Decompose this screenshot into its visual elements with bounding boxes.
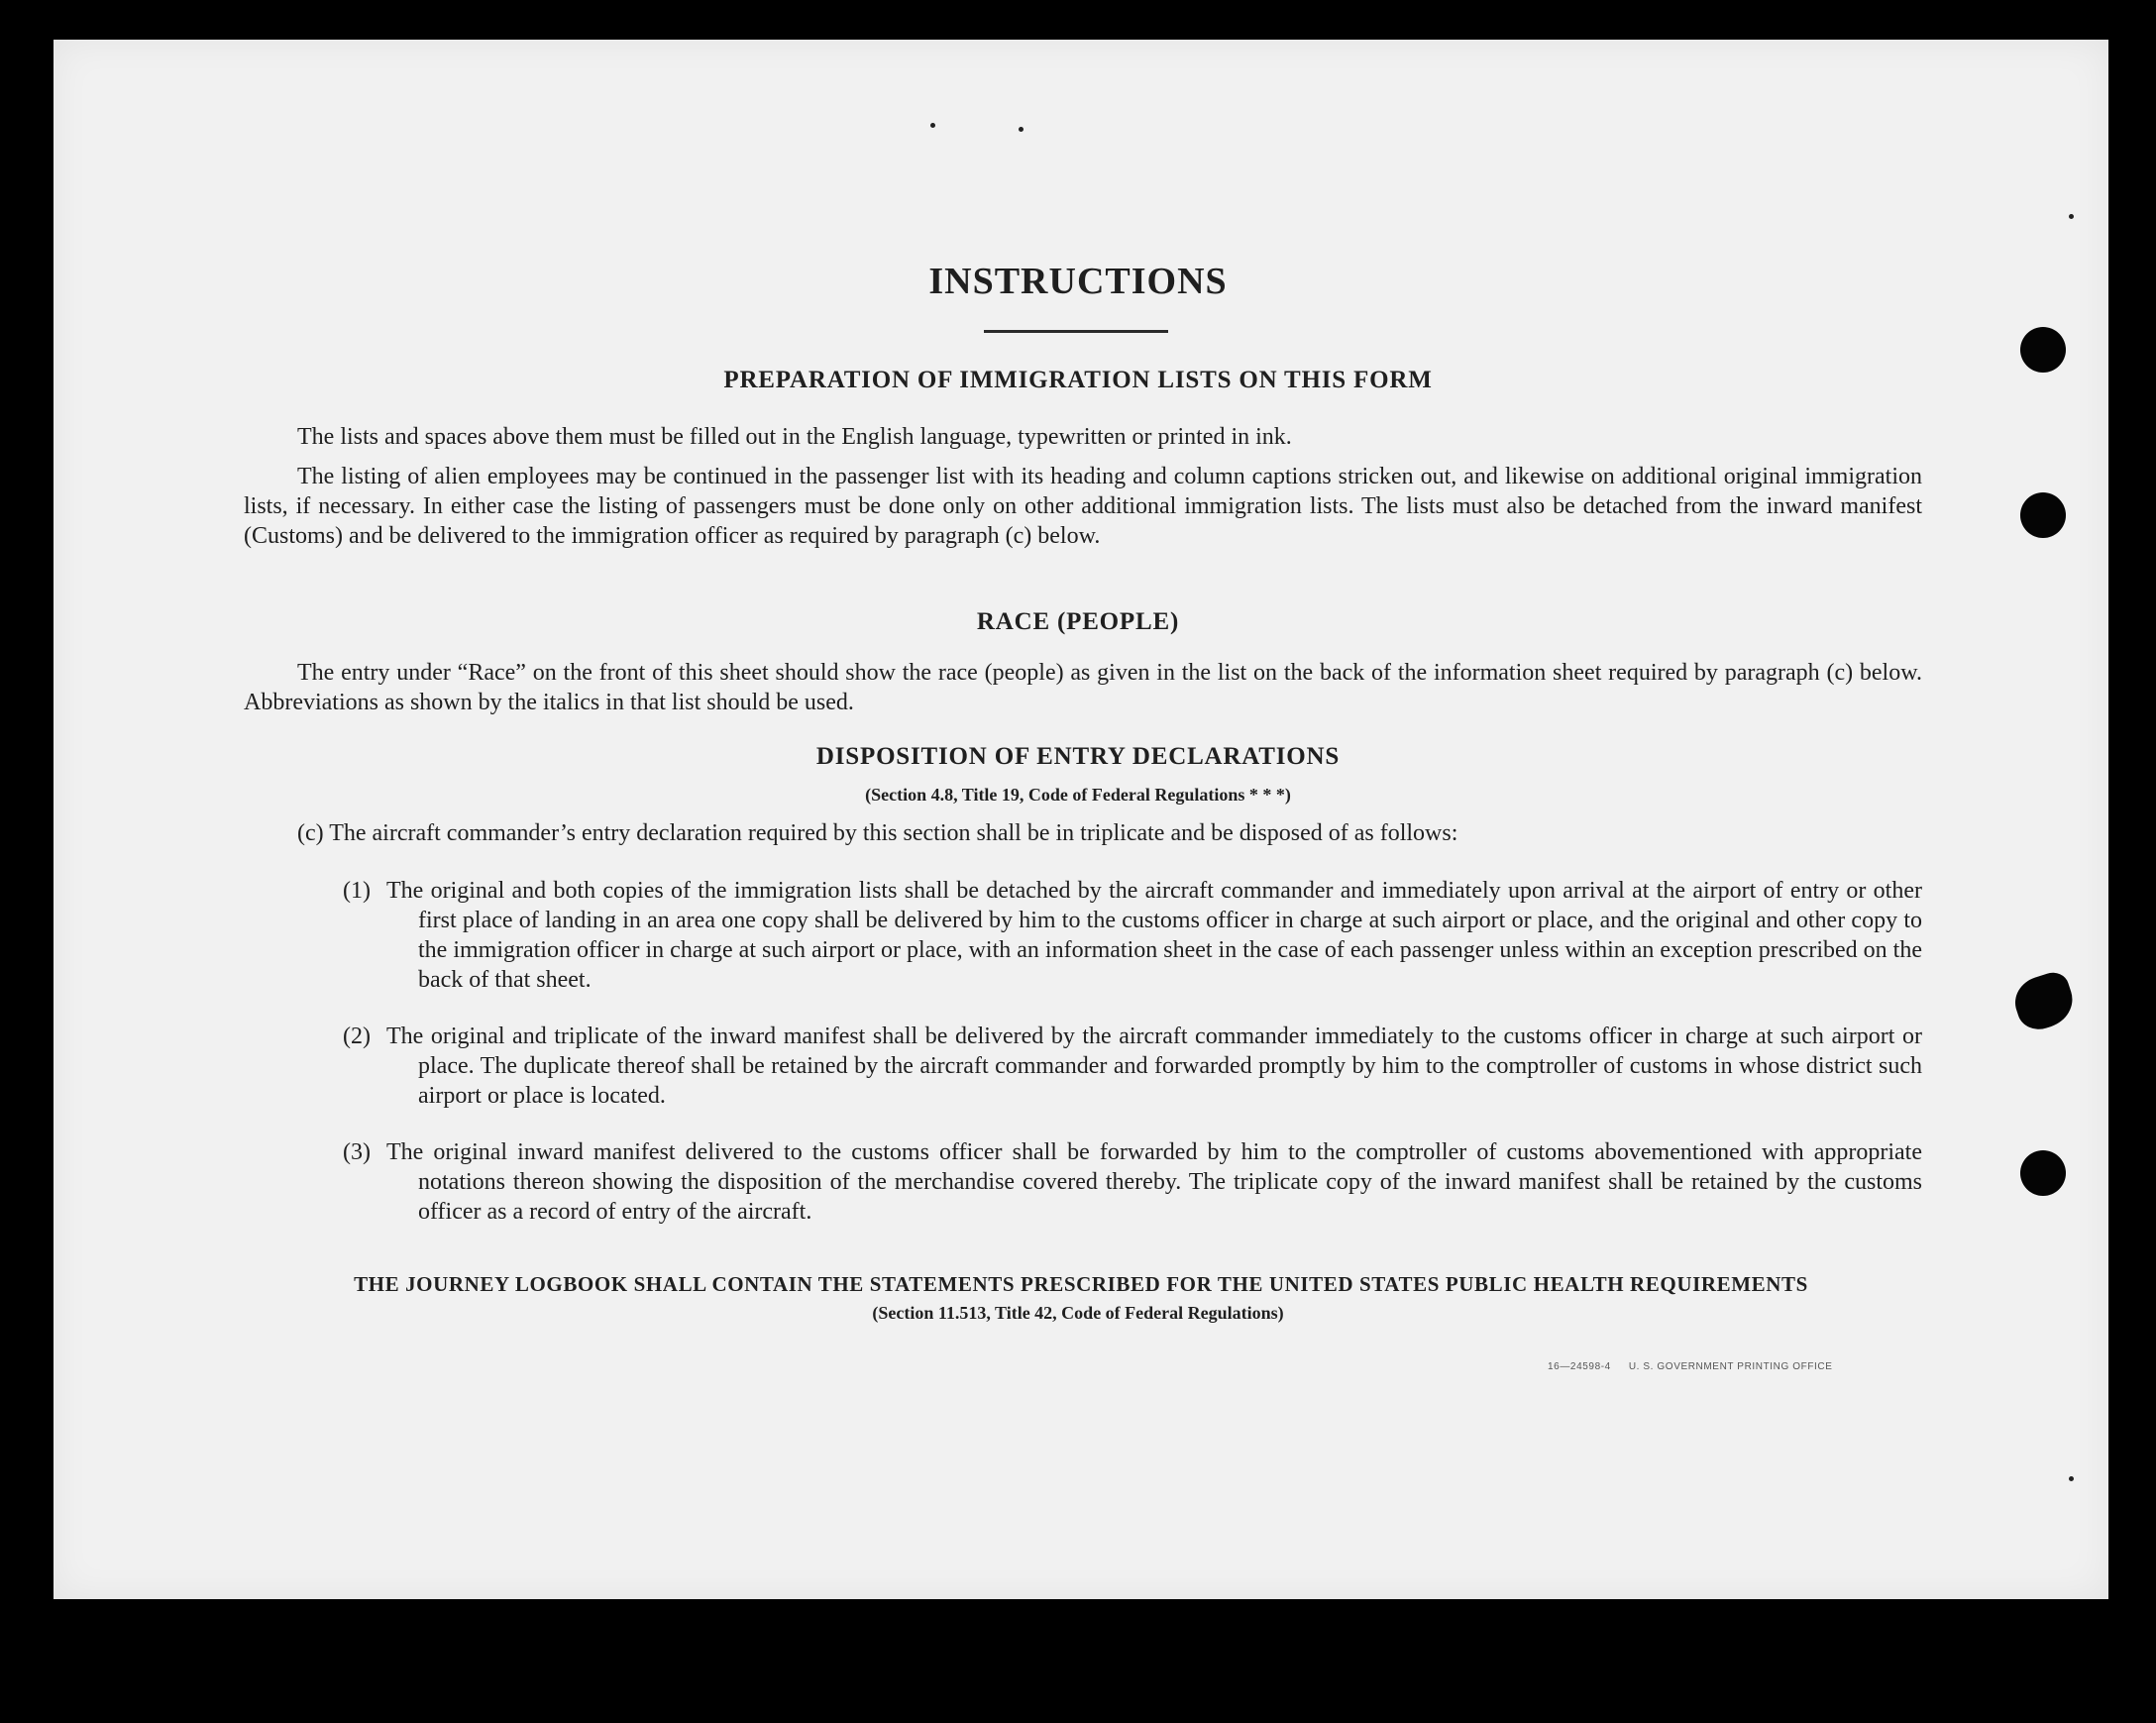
disposition-item (343, 876, 1922, 995)
disposition-item (343, 1022, 1922, 1111)
item-number: (1) (343, 878, 371, 904)
punch-hole-3 (2020, 1150, 2066, 1196)
section-heading-disposition: DISPOSITION OF ENTRY DECLARATIONS (815, 743, 1341, 770)
title-underline (984, 330, 1168, 333)
section-heading-preparation: PREPARATION OF IMMIGRATION LISTS ON THIS FORM (723, 367, 1433, 393)
item-text: The original inward manifest delivered to the customs officer shall be forwarded by him to the comptroller of customs abovementioned with appropriate notations thereon showing the disposition of the merchandise covered thereby. The triplicate copy of the inward manifest shall be retained by the customs officer as a record of entry of the aircraft. (386, 1139, 1922, 1225)
preparation-paragraph-2: The listing of alien employees may be continued in the passenger list with its heading and column captions stricken out, and likewise on additional original immigration lists, if necessary. In either case the listing of passengers must be done only on other additional immigration lists. The lists must also be detached from the inward manifest (Customs) and be delivered to the immigration officer as required by paragraph (c) below. (244, 464, 1922, 549)
item-number: (2) (343, 1023, 371, 1049)
item-text: The original and both copies of the immigration lists shall be detached by the aircraft commander and immediately upon arrival at the airport of entry or other first place of landing in an area one copy shall be delivered by him to the customs officer in charge at such airport or place, and the original and other copy to the immigration officer in charge at such airport or place, with an information sheet in the case of each passenger unless within an exception prescribed on the back of that sheet. (386, 878, 1922, 993)
health-citation: (Section 11.513, Title 42, Code of Federal Regulations) (872, 1303, 1284, 1323)
speck (1019, 127, 1024, 132)
race-paragraph: The entry under “Race” on the front of this sheet should show the race (people) as given in the list on the back of the information sheet required by paragraph (c) below. Abbreviations as shown by the italics in that list should be used. (244, 660, 1922, 715)
speck (930, 123, 935, 128)
printer-name: U. S. GOVERNMENT PRINTING OFFICE (1628, 1361, 1833, 1372)
page-title: INSTRUCTIONS (928, 261, 1228, 302)
speck (2069, 1476, 2074, 1481)
disposition-citation: (Section 4.8, Title 19, Code of Federal Regulations * * *) (865, 785, 1291, 805)
section-heading-race: RACE (PEOPLE) (976, 608, 1180, 635)
disposition-item (343, 1137, 1922, 1227)
form-code: 16—24598-4 (1548, 1361, 1611, 1372)
speck (2069, 214, 2074, 219)
health-notice: THE JOURNEY LOGBOOK SHALL CONTAIN THE STATEMENTS PRESCRIBED FOR THE UNITED STATES PUBLIC HEALTH REQUIREMENTS (354, 1272, 1808, 1296)
preparation-paragraph-1: The lists and spaces above them must be filled out in the English language, typewritten or printed in ink. (297, 424, 1292, 450)
punch-hole-2 (2020, 492, 2066, 538)
item-text: The original and triplicate of the inward manifest shall be delivered by the aircraft commander immediately to the customs officer in charge at such airport or place. The duplicate thereof shall be retained by the aircraft commander and forwarded promptly by him to the comptroller of customs in whose district such airport or place is located. (386, 1023, 1922, 1109)
item-number: (3) (343, 1139, 371, 1165)
disposition-lead: (c) The aircraft commander’s entry declaration required by this section shall be in triplicate and be disposed of as follows: (297, 820, 1458, 846)
printer-imprint (1548, 1361, 1851, 1372)
